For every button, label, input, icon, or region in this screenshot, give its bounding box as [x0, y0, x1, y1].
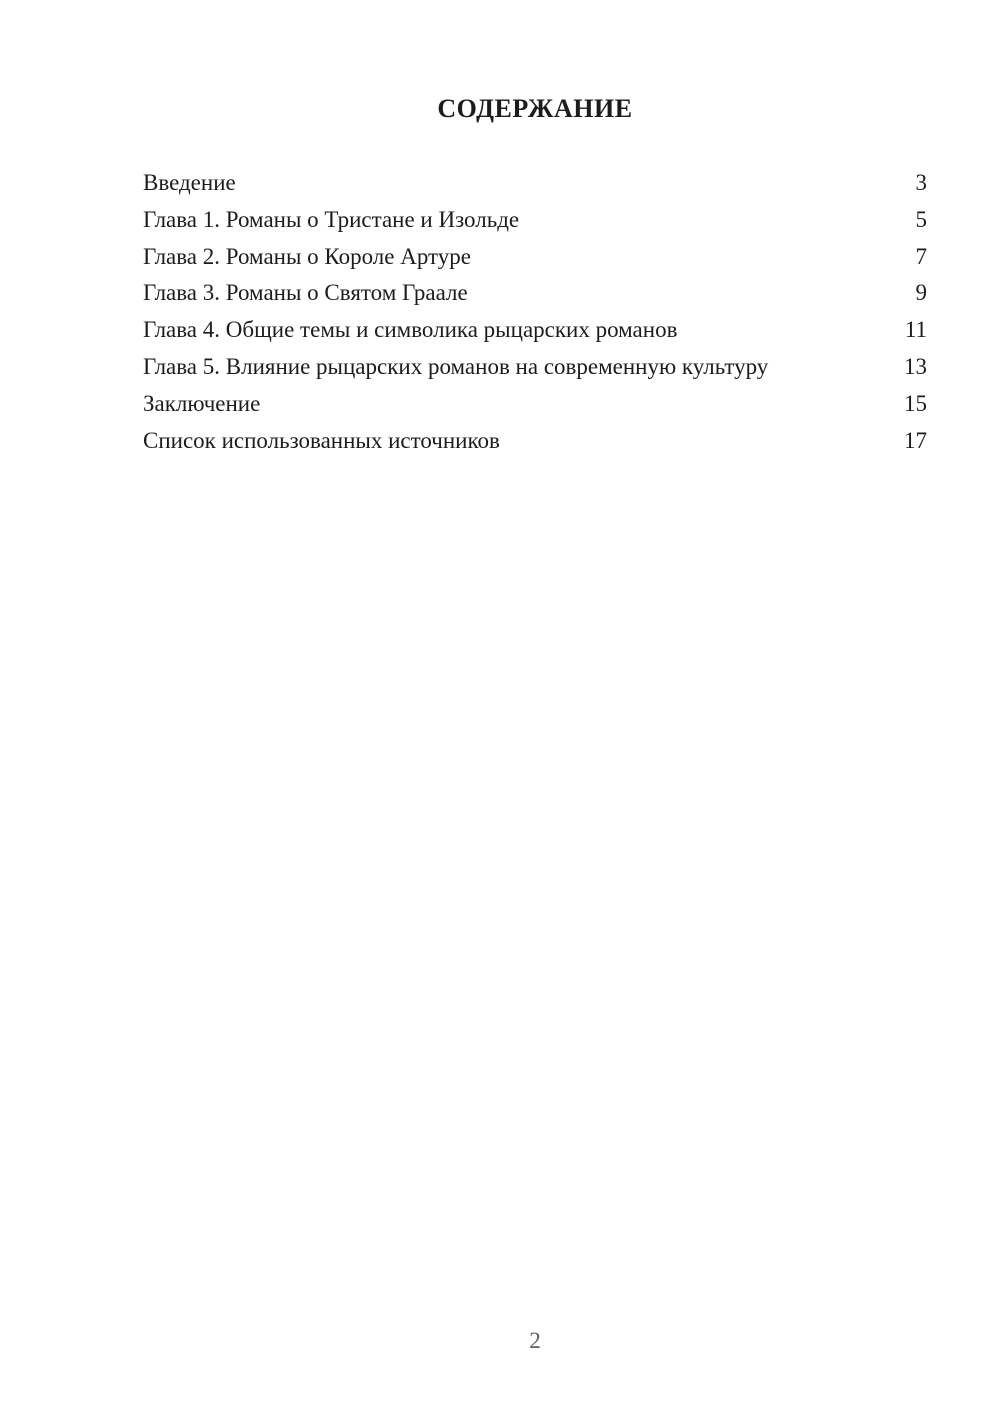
page-title: СОДЕРЖАНИЕ [437, 94, 633, 123]
toc-entry-chapter-5 [143, 349, 927, 386]
toc-entry-chapter-3 [143, 275, 927, 312]
toc-entry-chapter-4 [143, 312, 927, 349]
toc-entry-chapter-2 [143, 239, 927, 276]
toc-entry-page: 9 [915, 280, 927, 306]
toc-entry-label: Введение [143, 170, 236, 195]
toc-entry-page: 5 [915, 206, 927, 232]
toc-entry-label: Заключение [143, 390, 261, 416]
toc-entry-page: 3 [915, 170, 927, 195]
toc-entry-conclusion [143, 386, 927, 423]
toc-entry-label: Глава 1. Романы о Тристане и Изольде [143, 206, 520, 232]
toc-entry-page: 15 [904, 390, 927, 416]
toc-entry-label: Глава 5. Влияние рыцарских романов на современную культуру [143, 353, 769, 379]
toc-entry-page: 7 [915, 243, 927, 269]
toc-entry-chapter-1 [143, 202, 927, 239]
toc-entry-page: 17 [904, 427, 927, 453]
toc-entry-label: Глава 2. Романы о Короле Артуре [143, 243, 472, 269]
toc-entry-page: 13 [904, 353, 927, 379]
toc-entry-label: Список использованных источников [143, 427, 500, 453]
toc-entry-label: Глава 4. Общие темы и символика рыцарских романов [143, 317, 678, 343]
page-number: 2 [529, 1328, 541, 1353]
toc-entry-sources [143, 423, 927, 460]
toc-entry-label: Глава 3. Романы о Святом Граале [143, 280, 468, 306]
table-of-contents [143, 165, 927, 459]
toc-entry-introduction [143, 165, 927, 202]
toc-entry-page: 11 [904, 317, 927, 343]
